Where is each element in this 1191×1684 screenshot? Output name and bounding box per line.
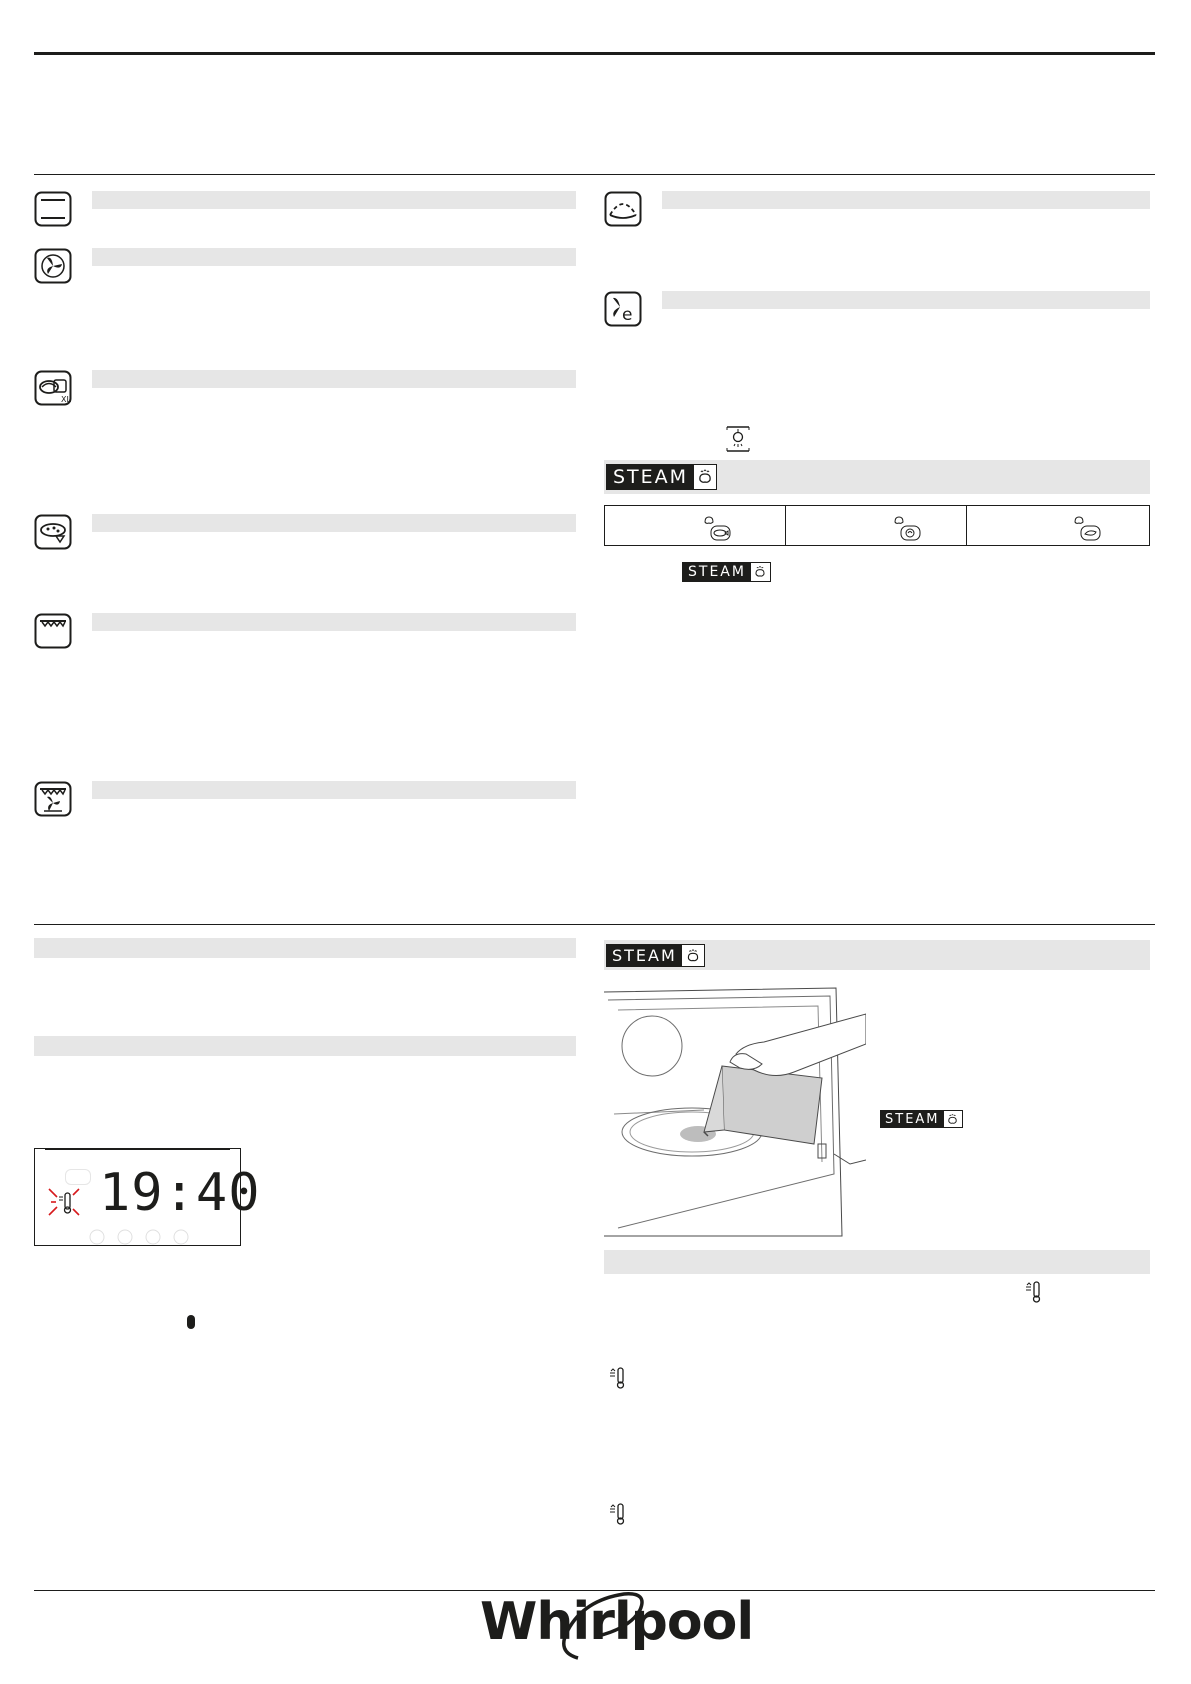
steam-option-fish: [604, 505, 786, 546]
whirlpool-logo: Whirlpool: [480, 1592, 754, 1652]
preheat-section-bar: [604, 1250, 1150, 1274]
steam-meat-icon: [1073, 514, 1101, 542]
oven-water-pour-illustration: [604, 984, 866, 1240]
grill-icon: [34, 613, 72, 649]
oven-display: [34, 1148, 261, 1246]
preheat-icon-blinking: [47, 1185, 81, 1219]
svg-text:e: e: [622, 305, 633, 325]
section-bar-2: [34, 1036, 576, 1056]
steam-option-meat: [966, 505, 1150, 546]
steam-badge-inline: [682, 562, 771, 582]
steam-icon: [944, 1111, 962, 1127]
steam-label: STEAM: [885, 1111, 940, 1127]
steam-badge-large: [606, 464, 717, 490]
steam-icon: [751, 563, 770, 581]
display-faint-icons: [89, 1227, 229, 1250]
function-bar-forced-air: [92, 248, 576, 266]
turbo-grill-icon: [34, 781, 72, 817]
steam-label: STEAM: [688, 564, 746, 580]
button-pill-icon: [187, 1315, 195, 1329]
display-time: 19:40: [99, 1163, 261, 1223]
function-bar-eco-forced-air: [662, 291, 1150, 309]
steam-vegetables-icon: [893, 514, 921, 542]
header-rule: [34, 52, 1155, 55]
steam-option-vegetables: [785, 505, 967, 546]
function-bar-turbo-grill: [92, 781, 576, 799]
steam-badge-medium: [606, 944, 705, 967]
function-bar-keep-warm: [662, 191, 1150, 209]
section-rule-middle: [34, 924, 1155, 925]
function-bar-conventional: [92, 191, 576, 209]
keep-warm-icon: [604, 191, 642, 227]
svg-text:XL: XL: [61, 395, 71, 404]
steam-icon: [694, 465, 716, 489]
steam-badge-small: [880, 1110, 963, 1128]
function-bar-pizza: [92, 514, 576, 532]
preheat-icon: [608, 1502, 630, 1526]
preheat-icon: [608, 1366, 630, 1390]
steam-fish-icon: [703, 514, 731, 542]
function-bar-grill: [92, 613, 576, 631]
preheat-icon: [1024, 1280, 1046, 1304]
section-rule-top: [34, 174, 1155, 175]
turbo-grill-xl-icon: [34, 370, 72, 406]
lamp-icon: [726, 426, 750, 452]
function-bar-turbo-grill-xl: [92, 370, 576, 388]
steam-label: STEAM: [613, 466, 689, 488]
whirlpool-logo-swoosh: [548, 1590, 672, 1664]
pizza-icon: [34, 514, 72, 550]
eco-forced-air-icon: [604, 291, 642, 327]
steam-label: STEAM: [612, 946, 677, 965]
forced-air-icon: [34, 248, 72, 284]
conventional-icon: [34, 191, 72, 227]
display-top-edge: [45, 1148, 230, 1150]
faint-segment-icon: [65, 1169, 91, 1185]
section-bar-1: [34, 938, 576, 958]
steam-icon: [682, 945, 704, 966]
